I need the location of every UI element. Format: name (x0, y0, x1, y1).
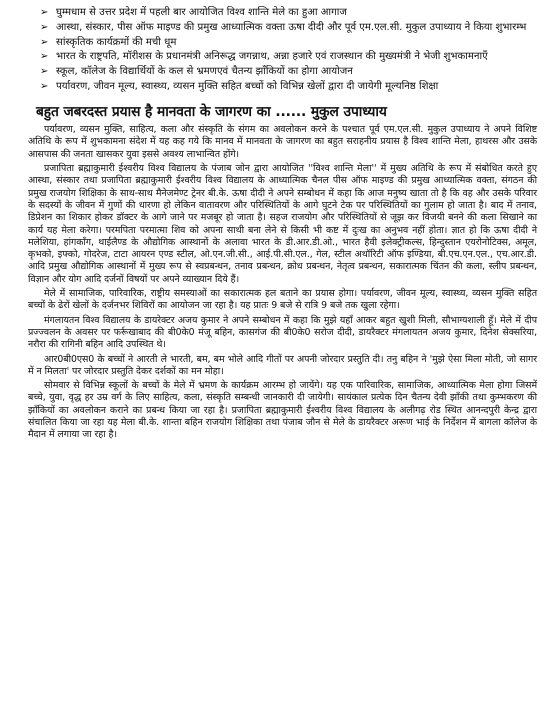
highlight-item (40, 21, 537, 34)
highlight-item (40, 65, 537, 78)
article-paragraph: आर0बी0एस0 के बच्चों ने आरती ले भारती, बम, बम भोले आदि गीतों पर अपनी जोरदार प्रस्तुति दी। तनु बहिन ने 'मुझे ऐसा मिला मोती, जो सागर में न मिलता' पर जोरदार प्रस्तुति देकर दर्शकों का मन मोहा। (28, 353, 537, 377)
highlight-text: सांस्कृतिक कार्यक्रमों की मची धूम (56, 36, 177, 48)
article-paragraph: पर्यावरण, व्यसन मुक्ति, साहित्य, कला और संस्कृति के संगम का अवलोकन करने के पश्चात पूर्व एम.एल.सी. मुकुल उपाध्याय ने अपने विशिष्ट अतिथि के रूप में शुभकामना संदेश में यह कह गये कि मानव में मानवता के जागरण का बहुत सराहनीय प्रयास है विश्व शान्ति मेला, हाथरस और उसके आसपास की जनता खासकर युवा इससे अवश्य लाभान्वित होंगे। (28, 124, 537, 160)
arrow-bullet-icon: ➢ (40, 21, 49, 33)
highlight-item (40, 6, 537, 19)
article-headline: बहुत जबरदस्त प्रयास है मानवता के जागरण का ...... मुकुल उपाध्याय (36, 104, 387, 121)
arrow-bullet-icon: ➢ (40, 51, 49, 63)
article-paragraph: मेले में सामाजिक, पारिवारिक, राष्ट्रीय समस्याओं का सकारात्मक हल बताने का प्रयास होगा। पर्यावरण, जीवन मूल्य, स्वास्थ्य, व्यसन मुक्ति सहित बच्चों के ढेरों खेलों के दर्जनभर शिविरों का आयोजन जा रहा है। यह प्रातः 9 बजे से रात्रि 9 बजे तक खुला रहेगा। (28, 288, 537, 312)
arrow-bullet-icon: ➢ (40, 80, 49, 92)
arrow-bullet-icon: ➢ (40, 7, 49, 18)
highlight-item (40, 80, 537, 93)
highlight-text: पर्यावरण, जीवन मूल्य, स्वास्थ्य, व्यसन मुक्ति सहित बच्चों को विभिन्न खेलों द्वारा दी जायेगी मूल्यनिष्ठ शिक्षा (56, 80, 439, 92)
highlight-text: घुम्मधाम से उत्तर प्रदेश में पहली बार आयोजित विश्व शान्ति मेले का हुआ आगाज (56, 7, 347, 18)
article-paragraph: सोमवार से विभिन्न स्कूलों के बच्चों के मेले में भ्रमण के कार्यक्रम आरम्भ हो जायेंगे। यह एक पारिवारिक, सामाजिक, आध्यात्मिक मेला होगा जिसमें बच्चे, युवा, वृद्ध हर उम्र वर्ग के लिए साहित्य, कला, संस्कृति सम्बन्धी जानकारी दी जायेगी। सायंकाल प्रत्येक दिन चैतन्य देवी झाँकी तथा कुम्भकरण की झाँकियों का अवलोकन कराने का प्रबन्ध किया जा रहा है। प्रजापिता ब्रह्माकुमारी ईश्वरीय विश्व विद्यालय के अलीगढ़ रोड स्थित आनन्दपुरी केन्द्र द्वारा संचालित किया जा रहा यह मेला बी.के. शान्ता बहिन राजयोग शिक्षिका तथा पंजाब जौन से मेले के डायरैक्टर अरूण भाई के निर्देशन में बागला कॉलेज के मैदान में लगाया जा रहा है। (28, 380, 537, 441)
highlight-text: आस्था, संस्कार, पीस ऑफ माइण्ड की प्रमुख आध्यात्मिक वक्ता ऊषा दीदी और पूर्व एम.एल.सी. मुकुल उपाध्याय ने किया शुभारम्भ (56, 21, 527, 33)
highlights-list (40, 6, 537, 93)
highlight-text: भारत के राष्ट्रपति, मॉरीशस के प्रधानमंत्री अनिरूद्ध जगन्नाथ, अन्ना हजारे एवं राजस्थान की मुख्यमंत्री ने भेजी शुभकामनाएँ (56, 51, 488, 63)
article-body (28, 124, 537, 441)
highlight-item (40, 50, 537, 63)
highlight-text: स्कूल, कॉलेज के विद्यार्थियों के कल से भ्रमणएवं चैतन्य झाँकियों का होगा आयोजन (56, 66, 353, 78)
arrow-bullet-icon: ➢ (40, 66, 49, 78)
highlight-item (40, 36, 537, 49)
article-paragraph: मंगलायतन विश्व विद्यालय के डायरेक्टर अजय कुमार ने अपने सम्बोधन में कहा कि मुझे यहाँ आकर बहुत खुशी मिली, सौभाग्यशाली हूँ। मेले में दीप प्रज्ज्वलन के अवसर पर फर्रूखाबाद की बी0के0 मंजू बहिन, कासगंज की बी0के0 सरोज दीदी, डायरैक्टर मंगलायतन अजय कुमार, दिनेश सेक्सरिया, नरौरा की रागिनी बहिन आदि उपस्थित थे। (28, 314, 537, 351)
arrow-bullet-icon: ➢ (40, 36, 49, 48)
article-paragraph: प्रजापिता ब्रह्माकुमारी ईश्वरीय विश्व विद्यालय के पंजाब जोन द्वारा आयोजित ''विश्व शान्ति मेला'' में मुख्य अतिथि के रूप में संबोधित करते हुए आस्था, संस्कार तथा प्रजापिता ब्रह्माकुमारी ईश्वरीय विश्व विद्यालय के आध्यात्मिक चैनल पीस ऑफ माइण्ड की प्रमुख आध्यात्मिक वक्ता, संगठन की प्रमुख राजयोग शिक्षिका के साथ-साथ मैनेजमेण्ट ट्रेनर बी.के. ऊषा दीदी ने अपने सम्बोधन में कहा कि आज मनुष्य खाता तो है कि वह और उसके परिवार के सदस्यों के जीवन में गुणों की धारणा हो लेकिन वातावरण और परिस्थितियों के आगे घुटने टेक पर परिस्थितियों का गुलाम हो जाता है। बाद में तनाव, डिप्रेशन का शिकार होकर डॉक्टर के आगे जाने पर मजबूर हो जाता है। सहज राजयोग और परिस्थितियों से जूझ कर विजयी बनने की कला सिखाने का कार्य यह मेला करेगा। परमपिता परमात्मा शिव को अपना साथी बना लेने से किसी भी कष्ट में दुःख का अनुभव नहीं होता। ज्ञात हो कि ऊषा दीदी ने मलेशिया, हांगकॉंग, थाईलैण्ड के औद्योगिक आस्थानों के अलावा भारत के डी.आर.डी.ओ., भारत हैवी इलेक्ट्रीकल्स, हिन्दुस्तान एयरोनोटिक्स, अमूल, कृभको, इफ्को, गोदरेज, टाटा आयरन एण्ड स्टील, ओ.एन.जी.सी., आई.पी.सी.एल., गेल, स्टील अथॉरिटी ऑफ इण्डिया, बी.एच.एन.एल., एच.आर.डी. आदि प्रमुख औद्योगिक आस्थानों में मुख्य रूप से स्वप्रबन्धन, तनाव प्रबन्धन, क्रोध प्रबन्धन, नेतृत्व प्रबन्धन, सकारात्मक चिंतन की कला, स्लीप प्रबन्धन, विज्ञान और योग आदि दर्जनों विषयों पर अपने व्याख्यान दिये हैं। (28, 163, 537, 285)
